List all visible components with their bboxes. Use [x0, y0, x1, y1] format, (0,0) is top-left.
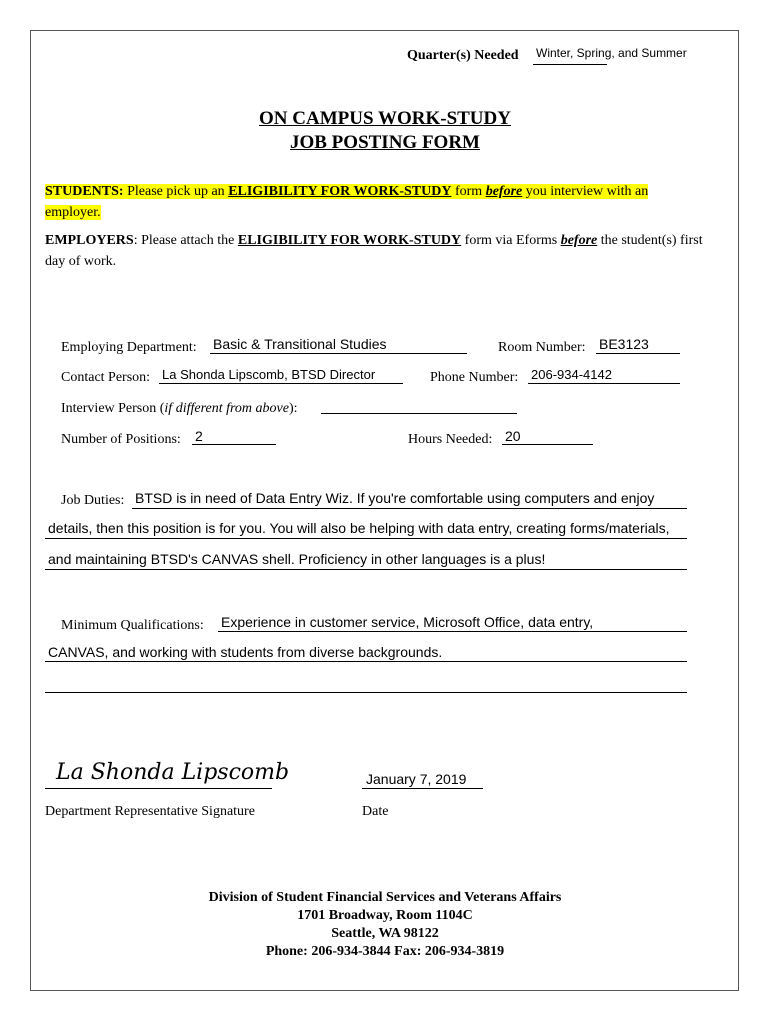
dept-field[interactable]: Basic & Transitional Studies	[213, 336, 387, 352]
qualifications-underline3	[45, 692, 687, 693]
students-emph: before	[485, 184, 523, 199]
dept-underline	[210, 353, 467, 354]
page-border	[30, 30, 739, 991]
job-duties-line1[interactable]: BTSD is in need of Data Entry Wiz. If you're comfortable using computers and enjoy	[135, 490, 655, 506]
positions-label: Number of Positions:	[61, 432, 181, 447]
dept-label: Employing Department:	[61, 340, 197, 355]
signature-handwritten: La Shonda Lipscomb	[56, 760, 290, 785]
job-duties-underline3	[45, 569, 687, 570]
qualifications-underline1	[218, 631, 687, 632]
qualifications-line2[interactable]: CANVAS, and working with students from diverse backgrounds.	[48, 644, 443, 660]
date-underline	[362, 788, 483, 789]
footer-division: Division of Student Financial Services and Veterans Affairs	[208, 890, 562, 905]
employers-text1: : Please attach the	[133, 233, 238, 248]
interview-underline	[321, 413, 517, 414]
room-field[interactable]: BE3123	[599, 336, 649, 352]
form-title-line1: ON CAMPUS WORK-STUDY	[259, 108, 511, 129]
employers-text3: the student(s) first day of work.	[45, 233, 703, 269]
date-field[interactable]: January 7, 2019	[366, 771, 467, 787]
employers-note	[45, 230, 705, 272]
students-lead: STUDENTS:	[45, 184, 124, 199]
quarters-value[interactable]: Winter, Spring, and Summer	[536, 46, 687, 60]
qualifications-line1[interactable]: Experience in customer service, Microsoft Office, data entry,	[221, 614, 594, 630]
students-text2: form	[451, 184, 486, 199]
interview-label-post: ):	[288, 401, 298, 416]
hours-label: Hours Needed:	[408, 432, 493, 447]
employers-text2: form via Eforms	[461, 233, 561, 248]
interview-label-italic: if different from above	[164, 401, 289, 416]
phone-underline	[528, 383, 680, 384]
job-duties-line2[interactable]: details, then this position is for you. You will also be helping with data entry, creating forms/materials,	[48, 520, 670, 536]
signature-label: Department Representative Signature	[45, 804, 255, 819]
job-duties-underline2	[45, 538, 687, 539]
contact-label: Contact Person:	[61, 370, 151, 385]
eligibility-link-students: ELIGIBILITY FOR WORK-STUDY	[228, 184, 452, 199]
quarters-label: Quarter(s) Needed	[407, 48, 519, 63]
interview-label-pre: Interview Person (	[61, 401, 165, 416]
positions-field[interactable]: 2	[195, 428, 203, 444]
phone-label: Phone Number:	[430, 370, 519, 385]
eligibility-link-employers: ELIGIBILITY FOR WORK-STUDY	[237, 233, 462, 248]
qualifications-underline2	[45, 661, 687, 662]
job-duties-underline1	[132, 508, 687, 509]
date-label: Date	[362, 804, 389, 819]
students-note	[45, 181, 705, 223]
employers-emph: before	[560, 233, 598, 248]
hours-underline	[502, 444, 593, 445]
signature-underline	[45, 788, 272, 789]
footer-address: 1701 Broadway, Room 1104C	[297, 908, 473, 923]
students-text1: Please pick up an	[123, 184, 229, 199]
contact-underline	[159, 383, 403, 384]
job-duties-line3[interactable]: and maintaining BTSD's CANVAS shell. Proficiency in other languages is a plus!	[48, 551, 546, 567]
positions-underline	[192, 444, 276, 445]
form-title-line2: JOB POSTING FORM	[289, 132, 480, 153]
footer-phone-fax: Phone: 206-934-3844 Fax: 206-934-3819	[265, 944, 505, 959]
qualifications-label: Minimum Qualifications:	[61, 618, 204, 633]
room-label: Room Number:	[498, 340, 586, 355]
employers-lead: EMPLOYERS	[45, 233, 134, 248]
students-text3: you interview with an employer.	[45, 184, 649, 220]
phone-field[interactable]: 206-934-4142	[531, 367, 612, 382]
interview-label	[61, 401, 298, 417]
hours-field[interactable]: 20	[505, 428, 521, 444]
room-underline	[596, 353, 680, 354]
contact-field[interactable]: La Shonda Lipscomb, BTSD Director	[162, 367, 376, 382]
quarters-underline	[533, 64, 607, 65]
job-duties-label: Job Duties:	[61, 493, 125, 508]
footer-city: Seattle, WA 98122	[331, 926, 439, 941]
